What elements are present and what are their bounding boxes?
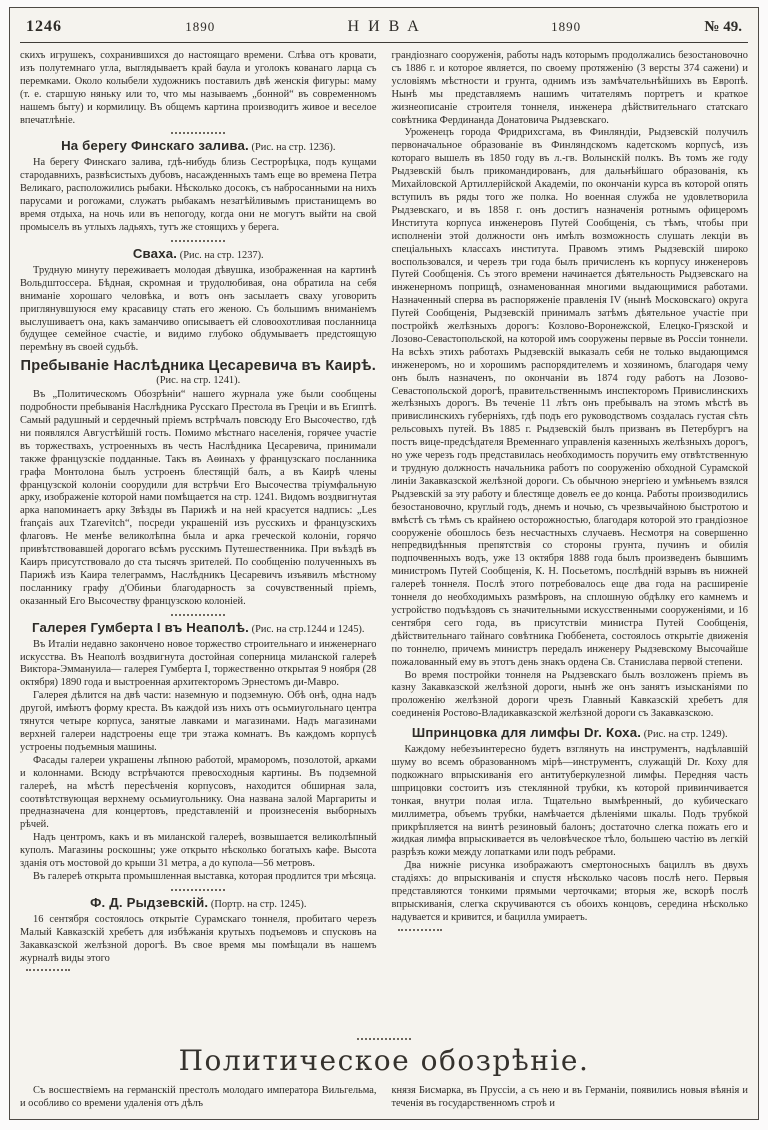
continuation-paragraph: грандіознаго сооруженія, работы надъ которымъ продолжались безостановочно съ 1886 г. и которое является, по своему протяженію (3 версты 374 сажени) и условіямъ мѣстности и грунта, однимъ изъ замѣчательнѣйшихъ въ Европѣ. Нынѣ мы представляемъ нашимъ читателямъ портретъ и краткое жизнеописаніе строителя тоннеля, инженера дѣйствительнаго статскаго совѣтника Фердинанда Донатовича Рыдзевскаго.	[391, 50, 748, 126]
page-number: 1246	[26, 18, 62, 35]
review-left-column	[20, 1085, 377, 1111]
article-paragraph: Галерея дѣлится на двѣ части: наземную и подземную. Обѣ онѣ, одна надъ другой, имѣютъ форму креста. Въ каждой изъ нихъ отъ осьмиугольнаго центра тянутся четыре корпуса, занятые лавками и магазинами. Надъ магазинами верхней галереи надстроены еще три этажа комнатъ. Въ каждомъ корпусѣ устроены подъемныя машины.	[20, 690, 377, 753]
article-heading	[20, 895, 377, 912]
article-figure-ref: (Рис. на стр. 1249).	[643, 729, 728, 741]
end-flourish	[26, 969, 70, 971]
review-columns	[20, 1085, 748, 1111]
article-paragraph: Каждому небезъинтересно будетъ взглянуть на инструментъ, надѣлавшій шуму во всемъ образованномъ мірѣ—инструментъ, служащій Dr. Коху для подкожнаго впрыскиванія его антитуберкулезной лимфы. Передняя часть шприцовки состоитъ изъ стеклянной трубки, къ которой привинчивается тонкая, внутри полая игла. Тщательно вымѣренный, до кубическаго миллиметра, объемъ трубки, намѣчается дѣленіями шкалы. Подъ трубкой прикрѣпляется на винтѣ резиновый балонъ; достаточно слегка пожать его и жидкая лимфа впрыскивается въ человѣческое тѣло, большею частію въ легкій разрѣзъ кожи между лопатками или подъ ребрами.	[391, 744, 748, 859]
political-review-title: Политическое обозрѣніе.	[178, 1044, 590, 1078]
review-paragraph: князя Бисмарка, въ Пруссіи, а съ нею и въ Германіи, появились новыя вѣянія и теченія въ государственномъ строѣ и	[391, 1085, 748, 1110]
section-divider	[171, 614, 225, 616]
article-figure-ref: (Портр. на стр. 1245).	[210, 898, 307, 910]
left-column	[20, 50, 377, 1031]
review-paragraph: Съ восшествіемъ на германскій престолъ молодаго императора Вильгельма, и особливо со времени удаленія отъ дѣлъ	[20, 1085, 377, 1110]
article-paragraph: Фасады галереи украшены лѣпною работой, мраморомъ, позолотой, арками и колоннами. Всюду встрѣчаются превосходныя картины. Въ подземной галереѣ, на мѣстѣ пересѣченія корпусовъ, находится обширная зала, соотвѣтствующая верхнему осьмиугольнику. Она названа залой Маргариты и предназначена для концертовъ, представленій и произнесенія выборныхъ рѣчей.	[20, 754, 377, 831]
article-title: На берегу Финскаго залива.	[61, 138, 249, 154]
article-heading	[392, 725, 749, 742]
article-paragraph: Въ „Политическомъ Обозрѣніи“ нашего журнала уже были сообщены подробности пребыванія Наслѣдника Русскаго Престола въ Греціи и въ Египтѣ. Самый радушный и сердечный пріемъ встрѣчалъ повсюду Его Высочество, гдѣ ни появлялся Августѣйшій гость. Помимо мѣстнаго населенія, горячее участіе въ торжествахъ, устроенныхъ въ честь Наслѣдника Цесаревича, принимали также французскіе подданные. Такъ въ Аѳинахъ у французскаго посланника графа Монтолона былъ устроенъ блестящій балъ, а въ Каирѣ члены французской колоніи соорудили для встрѣчи Его Высочества тріумфальную арку, изображеніе которой нами помѣщается на стр. 1241. Видомъ воздвигнутая арка напоминаетъ арку Звѣзды въ Парижѣ и на ней красуется надпись: „Les français aux Tzarevitch“, посреди украшеній изъ русскихъ и французскихъ флаговъ. Не менѣе великолѣпна была и арка греческой колоніи, горячо привѣтствовавшей дорогаго всѣмъ русскимъ Путешественника. При въѣздѣ въ Каиръ присутствовало до ста тысячъ зрителей. По сообщенію полученныхъ въ Парижѣ изъ Каира телеграммъ, Наслѣдникъ Цесаревичъ изъявилъ мѣстному посланнику графу д'Обиньи благодарность за сочувственный пріемъ, оказанный Его Высочеству французскою колоніей.	[20, 389, 377, 607]
section-divider	[171, 889, 225, 891]
biography-paragraph: Уроженецъ города Фридрихсгама, въ Финляндіи, Рыдзевскій получилъ первоначальное образованіе въ Финляндскомъ кадетскомъ корпусѣ, изъ котораго вышелъ въ 1850 году въ л.-гв. Волынскій полкъ. Въ томъ же году Рыдзевскій былъ прикомандированъ, для дальнѣйшаго образованія, къ Михайловской Артиллерійской Академіи, по окончаніи курса въ которой опять вступилъ въ ряды того же полка. Но военная служба не удовлетворила Рыдзевскаго, и въ 1858 г. онъ достигъ назначенія ротнымъ офицеромъ Института корпуса инженеровъ Путей Сообщенія, съ тѣмъ, чтобы при исполненіи этой должности онъ имѣлъ возможность слушать лекціи въ спеціальныхъ классахъ института. Правомъ этимъ Рыдзевскій широко воспользовался, и черезъ три года былъ причисленъ къ корпусу инженеровъ Путей Сообщенія. Съ этого времени начинается дѣятельность Рыдзевскаго на инженерномъ поприщѣ, ознаменованная многими выдающимися работами. Назначенный сперва въ распоряженіе правленія IV (нынѣ Московскаго) округа Путей Сообщенія, Рыдзевскій принималъ затѣмъ дѣятельное участіе при постройкѣ желѣзныхъ дорогъ: Козлово-Воронежской, Елецко-Грязской и Лозово-Севастопольской, на которой имъ сооружены первые въ Россіи тоннели. На всѣхъ этихъ работахъ Рыдзевскій выказалъ себя не только выдающимся инженеромъ, но и хорошимъ распорядителемъ и хозяиномъ, благодаря чему онъ былъ назначенъ, по окончаніи въ 1874 году работъ на Лозово-Севастопольской дорогѣ, правительственнымъ инспекторомъ Привислинскихъ желѣзныхъ дорогъ. Въ теченіе 11 лѣтъ онъ пребывалъ на этомъ мѣстѣ въ привислинскихъ губерніяхъ, гдѣ подъ его руководствомъ создалась густая сѣть рельсовыхъ путей. Въ 1885 г. Рыдзевскій былъ призванъ въ Петербургъ на постъ вице-предсѣдателя Временнаго управленія казенныхъ желѣзныхъ дорогъ, но уже черезъ годъ представилась необходимость поручить ему отвѣтственную и трудную должность начальника работъ по сооруженію обходной Сурамской линіи Закавказской желѣзной дороги. Съ обычною энергіею и умѣньемъ взялся Рыдзевскій за эту работу и блестяще довелъ ее до конца. Работы производились безостановочно, круглый годъ, днемъ и ночью, съ чрезвычайною быстротою и вмѣстѣ съ тѣмъ съ крайнею осторожностью, благодаря которой это грандіозное сооруженіе обошлось безъ несчастныхъ случаевъ. Несмотря на совершенно непредвидѣнныя препятствія со стороны грунта, пучинъ и обилія подпочвенныхъ водъ, уже 13 октября 1888 года былъ произведенъ бывшимъ министромъ Путей Сообщенія, К. Н. Посьетомъ, послѣдній взрывъ въ нижней галереѣ тоннеля. Послѣ этого потребовалось еще два года на расширеніе тоннеля до необходимыхъ размѣровъ, на сплошную обдѣлку его камнемъ и устройство подъѣздовъ съ значительными искусственными сооруженіями, и 16 сентября сего года, въ присутствіи министра Путей Сообщенія, дѣйствительнаго тайнаго совѣтника Гюббенета, состоялось открытіе движенія по тоннелю, причемъ министръ передалъ инженеру Рыдзевскому Высочайше пожалованный ему въ этотъ день знакъ ордена Св. Станислава первой степени.	[391, 127, 748, 668]
article-heading	[20, 620, 377, 637]
end-flourish	[398, 929, 442, 931]
article-paragraph: Въ галереѣ открыта промышленная выставка, которая продлится три мѣсяца.	[33, 870, 377, 882]
article-figure-ref: (Рис. на стр. 1236).	[251, 142, 336, 154]
header-rule	[20, 42, 748, 43]
article-paragraph: Два нижніе рисунка изображаютъ смертоносныхъ бациллъ въ двухъ стадіяхъ: до впрыскиванія и спустя нѣсколько часовъ послѣ него. Первыя представляются тонкими прямыми черточками; вторыя же, вскорѣ послѣ впрыскиванія, слегка скручиваются съ обоихъ концовъ, середина нѣсколько надувается и кривится, и бацилла умираетъ.	[391, 860, 748, 923]
article-paragraph: Трудную минуту переживаетъ молодая дѣвушка, изображенная на картинѣ Вольдштоссера. Бѣдная, скромная и трудолюбивая, она обратила на себя вниманіе хорошаго человѣка, и вотъ онъ засылаетъ сваху уговорить приглянувшуюся ему красавицу стать его женою. Съ большимъ вниманіемъ выслушиваетъ она, какъ заманчиво описываетъ ей словоохотливая посланница будущее семейное счастіе, и видимо глубоко обдумываетъ предстоящую перемѣну въ своей судьбѣ.	[20, 264, 377, 354]
section-divider	[357, 1038, 411, 1040]
continuation-paragraph: скихъ игрушекъ, сохранившихся до настоящаго времени. Слѣва отъ кровати, изъ полутемнаго угла, выглядываетъ край баула и уголокъ кованаго ларца съ перемками. Около колыбели художникъ поставилъ двѣ женскія фигуры: маму (т. е. старшую няньку или то, что мы называемъ „бонной“ въ современномъ нашемъ быту) и кормилицу. Въ общемъ картина производитъ живое и веселое впечатлѣніе.	[20, 50, 377, 126]
page-frame	[9, 7, 759, 1120]
article-heading	[20, 138, 377, 155]
right-column	[392, 50, 749, 1031]
header-year-left: 1890	[185, 19, 216, 34]
issue-number: № 49.	[704, 19, 742, 35]
review-right-column	[392, 1085, 749, 1111]
biography-paragraph: Во время постройки тоннеля на Рыдзевскаго былъ возложенъ пріемъ въ казну Закавказской желѣзной дороги, нынѣ же онъ занятъ изысканіями по проложенію желѣзной дороги чрезъ Главный Кавказскій хребетъ для соединенія Ростово-Владикавказской желѣзной дороги съ Закавказскою.	[391, 669, 748, 720]
article-paragraph: Надъ центромъ, какъ и въ миланской галереѣ, возвышается великолѣпный куполъ. Магазины роскошны; уже открыто нѣсколько богатыхъ кафе. Высота зданія отъ мостовой до крыши 31 метра, а до купола—56 метровъ.	[20, 832, 377, 870]
article-paragraph: 16 сентября состоялось открытіе Сурамскаго тоннеля, пробитаго черезъ Малый Кавказскій хребетъ для избѣжанія крутыхъ подъемовъ и спусковъ на Закавказской желѣзной дорогѣ. Въ свое время мы помѣщали въ нашемъ журналѣ виды этого	[20, 913, 377, 964]
article-title: Ф. Д. Рыдзевскій.	[90, 894, 209, 910]
article-title: Пребываніе Наслѣдника Цесаревича въ Каирѣ.	[20, 358, 376, 375]
political-review-section	[20, 1031, 748, 1111]
masthead-title: НИВА	[347, 18, 428, 35]
article-heading	[20, 246, 377, 263]
article-title: Шпринцовка для лимфы Dr. Коха.	[411, 725, 642, 741]
article-figure-ref: (Рис. на стр. 1237).	[179, 249, 264, 261]
section-divider	[171, 240, 225, 242]
article-heading	[20, 359, 377, 387]
article-title: Галерея Гумберта I въ Неаполѣ.	[32, 619, 250, 635]
article-paragraph: На берегу Финскаго залива, гдѣ-нибудь близь Сестрорѣцка, подъ кущами стародавнихъ, развѣсистыхъ дубовъ, насажденныхъ тамъ еще во времена Петра Великаго, расположились рыбаки. Нѣсколько досокъ, съ набросанными на нихъ парусами и рогожами, служатъ рыбакамъ незатѣйливымъ пристанищемъ во время отдыха, на ночь или въ непогоду, когда они не могутъ выйти на свой промыселъ въ утлыхъ ладьяхъ, тутъ же стоящихъ у берега.	[20, 157, 377, 233]
page-header	[20, 14, 748, 42]
article-figure-ref: (Рис. на стр. 1241).	[156, 375, 241, 387]
article-title: Сваха.	[132, 245, 178, 261]
article-figure-ref: (Рис. на стр.1244 и 1245).	[251, 623, 365, 635]
section-divider	[171, 132, 225, 134]
body-columns	[20, 50, 748, 1031]
header-year-right: 1890	[551, 19, 582, 34]
article-paragraph: Въ Италіи недавно закончено новое торжество строительнаго и инженернаго искусства. Въ Неаполѣ воздвигнута достойная соперница миланской галереѣ Виктора-Эммануила— галерея Гумберта I, торжественно открытая 9 ноября (28 октября) 1890 года и выстроенная архитекторомъ Эрнестомъ ди-Мавро.	[20, 638, 377, 689]
